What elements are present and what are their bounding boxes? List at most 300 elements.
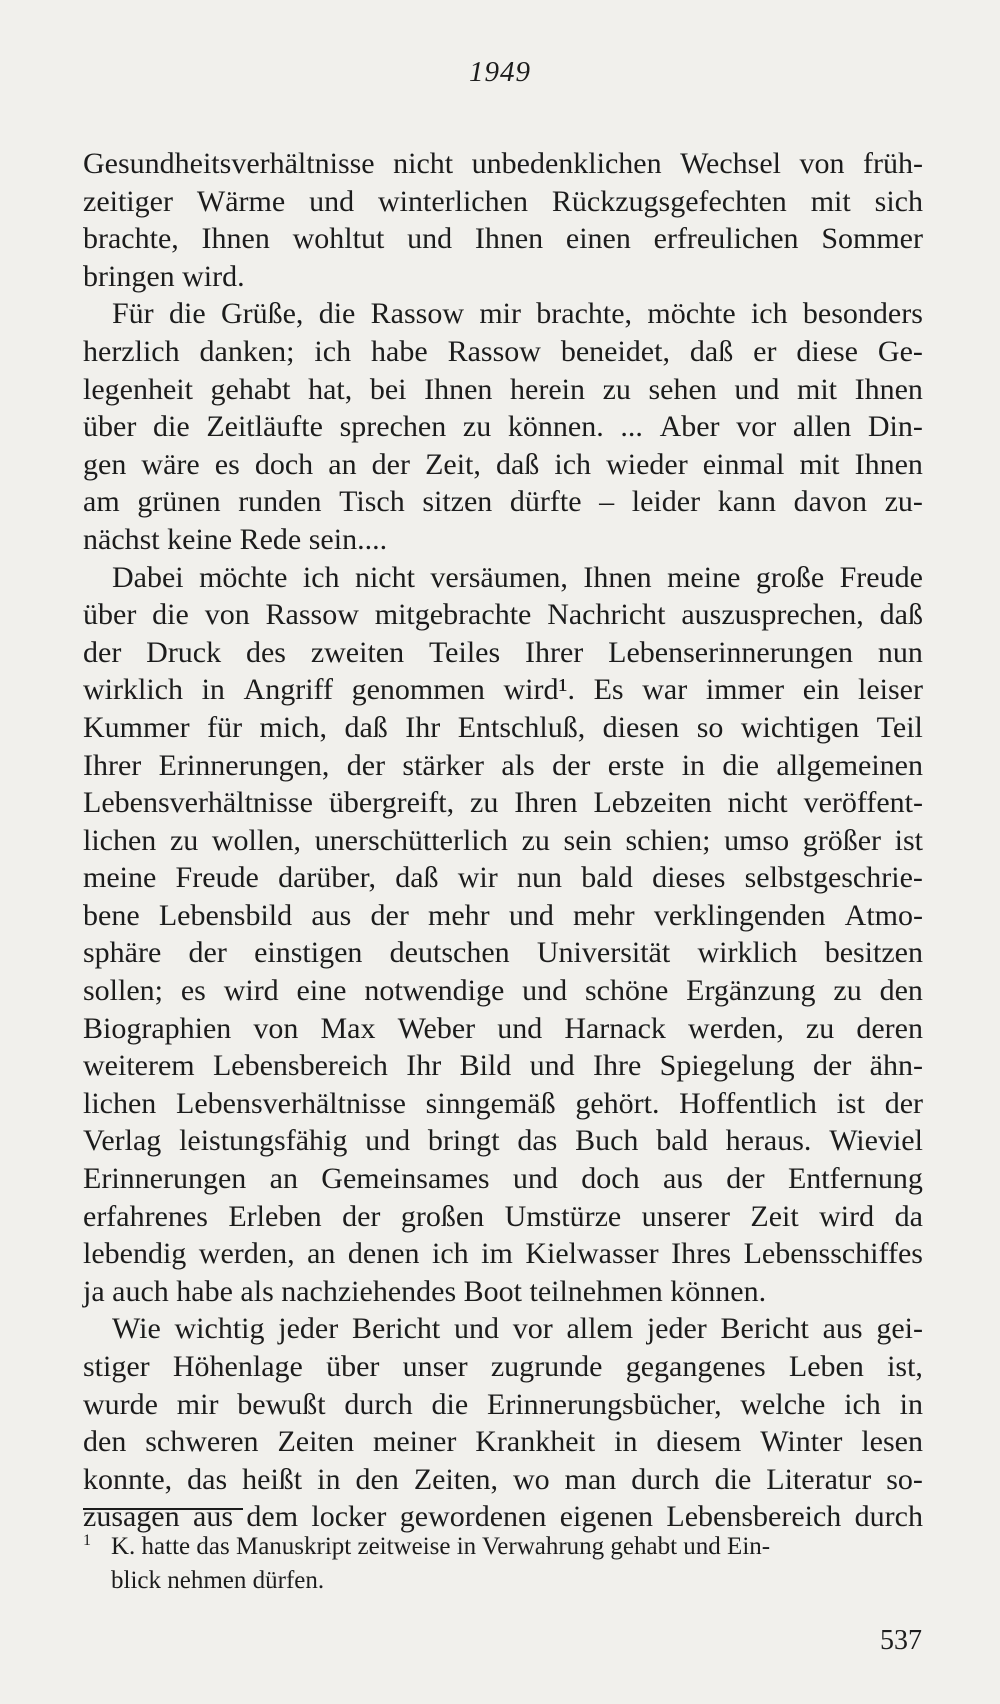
word: Winter — [760, 1425, 843, 1459]
text-line — [83, 671, 923, 709]
word: Lebensverhältnisse — [83, 786, 313, 820]
word: Ihren — [514, 786, 578, 820]
word: schweren — [145, 1425, 259, 1459]
word: besitzen — [824, 936, 923, 970]
word: Ihr — [405, 710, 441, 744]
word: der — [370, 898, 409, 932]
word: Harnack — [564, 1011, 666, 1045]
word: Ihre — [592, 1049, 642, 1083]
word: der — [371, 447, 410, 481]
word: ist — [836, 1086, 865, 1120]
word: bei — [369, 372, 407, 406]
word: des — [245, 635, 286, 669]
word: Rückzugsgefechten — [551, 184, 787, 218]
word: dieses — [652, 861, 726, 895]
paragraph-start-line — [83, 559, 923, 597]
word: zu — [805, 1011, 835, 1045]
word: diesen — [602, 710, 680, 744]
word: Ihnen — [424, 372, 493, 406]
word: hat, — [308, 372, 353, 406]
word: und — [453, 1312, 499, 1346]
word: Zeit, — [425, 447, 481, 481]
word: die — [168, 297, 206, 331]
word: sinngemäß — [425, 1086, 556, 1120]
word: heraus. — [725, 1124, 812, 1158]
word: welche — [740, 1387, 826, 1421]
word: möchte — [199, 560, 288, 594]
word: Ihnen — [854, 447, 923, 481]
word: winterlichen — [378, 184, 528, 218]
text-line — [83, 446, 923, 484]
word: und — [407, 222, 453, 256]
word: er — [753, 334, 777, 368]
word: werden, — [688, 1011, 784, 1045]
word: meine — [667, 560, 741, 594]
word: nicht — [727, 786, 788, 820]
word: und — [734, 372, 780, 406]
word: Ihres — [671, 1237, 732, 1271]
word: eigenen — [559, 1500, 654, 1534]
word: der — [884, 1086, 923, 1120]
paragraph-start-line — [83, 295, 923, 333]
word: Lebensschiffes — [743, 1237, 923, 1271]
word: mehr — [573, 898, 635, 932]
word: sprechen — [339, 410, 447, 444]
word: Druck — [146, 635, 222, 669]
word: und — [529, 1049, 575, 1083]
text-line — [83, 1047, 923, 1085]
word: leider — [631, 485, 701, 519]
text-line — [83, 333, 923, 371]
word: Rassow — [265, 598, 359, 632]
word: daß — [344, 710, 388, 744]
word: konnte, — [83, 1462, 173, 1496]
word: der — [83, 635, 122, 669]
word: zu- — [884, 485, 923, 519]
word: Teil — [876, 710, 923, 744]
word: in — [681, 748, 706, 782]
word: zu — [602, 372, 631, 406]
word: jeder — [646, 1312, 707, 1346]
word: das — [187, 1462, 228, 1496]
word: über — [83, 598, 137, 632]
word: Tisch — [339, 485, 405, 519]
word: bringt — [427, 1124, 500, 1158]
word: Rassow — [447, 334, 541, 368]
word: diesem — [656, 1425, 742, 1459]
word: werden, — [198, 1237, 295, 1271]
word: wollen, — [211, 823, 302, 857]
word: als — [501, 748, 535, 782]
word: in — [201, 673, 225, 707]
word: daß — [689, 334, 734, 368]
word: verklingenden — [653, 898, 826, 932]
word: ist, — [887, 1350, 923, 1383]
text-line — [83, 371, 923, 409]
word: war — [642, 673, 688, 707]
word: bewußt — [237, 1387, 326, 1421]
word: Kielwasser — [525, 1237, 659, 1271]
word: mir — [479, 297, 521, 331]
word: Gesundheitsverhältnisse — [83, 147, 375, 180]
text-line — [83, 1235, 923, 1273]
word: großen — [400, 1199, 485, 1233]
word: vor — [512, 1312, 553, 1346]
word: nicht — [354, 560, 415, 594]
word: wirklich — [697, 936, 798, 970]
word: der — [346, 748, 386, 782]
word: einstigen — [254, 936, 363, 970]
word: früh- — [863, 147, 923, 180]
word: nicht — [393, 147, 454, 180]
word: von — [204, 598, 250, 632]
word: Freude — [839, 560, 923, 594]
word: sein — [563, 823, 612, 857]
word: zu — [521, 823, 550, 857]
word: habe — [371, 334, 428, 368]
word: so — [696, 710, 724, 744]
word: den — [879, 974, 923, 1008]
word: herzlich — [83, 334, 180, 368]
text-line — [83, 145, 923, 183]
word: mich, — [259, 710, 328, 744]
word: schöne — [585, 974, 669, 1008]
word: Es — [593, 673, 624, 707]
word: weiterem — [83, 1049, 195, 1083]
text-line — [83, 1198, 923, 1236]
text-line — [83, 1122, 923, 1160]
word: mit — [797, 372, 838, 406]
word: über — [83, 410, 137, 444]
word: die — [318, 297, 356, 331]
word: Zeit — [750, 1199, 799, 1233]
text-line — [83, 934, 923, 972]
word: gehabt — [210, 372, 291, 406]
word: daß — [495, 447, 540, 481]
text-line — [83, 483, 923, 521]
word: danken; — [199, 334, 295, 368]
word: Leben — [788, 1350, 864, 1383]
word: lichen — [83, 823, 157, 857]
word: wieder — [606, 447, 688, 481]
word: an — [307, 1237, 336, 1271]
word: Grüße, — [220, 297, 304, 331]
word: einen — [565, 222, 631, 256]
word: ist — [894, 823, 923, 857]
word: die — [722, 748, 760, 782]
text-line: ja auch habe als nachziehendes Boot teilnehmen können. — [83, 1274, 767, 1308]
text-line — [83, 183, 923, 221]
word: die — [152, 410, 190, 444]
word: nun — [877, 635, 923, 669]
word: Wieviel — [829, 1124, 923, 1158]
word: und — [508, 898, 554, 932]
footnote-text: K. hatte das Manuskript zeitweise in Verwahrung gehabt und Ein- — [111, 1533, 771, 1560]
word: leiser — [858, 673, 923, 707]
word: allem — [566, 1312, 634, 1346]
word: herein — [510, 372, 585, 406]
word: und — [365, 1124, 411, 1158]
word: Entfernung — [787, 1162, 923, 1196]
word: durch — [854, 1500, 923, 1534]
word: Gemeinsames — [321, 1162, 490, 1196]
word: Teiles — [428, 635, 501, 669]
word: sollen; — [83, 974, 163, 1008]
word: Lebensbereich — [212, 1049, 388, 1083]
word: ... — [620, 410, 643, 444]
text-line — [83, 747, 923, 785]
word: wird — [819, 1199, 875, 1233]
word: mir — [176, 1387, 219, 1421]
word: den — [355, 1462, 399, 1496]
word: einmal — [702, 447, 785, 481]
word: ich — [750, 297, 788, 331]
word: unbedenklichen — [471, 147, 662, 180]
word: – — [599, 485, 615, 519]
text-line — [83, 1348, 923, 1386]
word: bald — [656, 1124, 708, 1158]
word: Krankheit — [475, 1425, 596, 1459]
word: Für — [112, 297, 154, 331]
word: am — [83, 485, 120, 519]
word: Zeiten — [277, 1425, 355, 1459]
word: Aber — [659, 410, 720, 444]
word: die — [431, 1387, 469, 1421]
word: sphäre — [83, 936, 162, 970]
word: besonders — [802, 297, 923, 331]
word: denen — [347, 1237, 420, 1271]
word: schien; — [625, 823, 711, 857]
word: gen — [83, 447, 127, 481]
word: der — [552, 748, 591, 782]
word: gegangenes — [625, 1350, 766, 1383]
text-line — [83, 972, 923, 1010]
word: Rassow — [370, 297, 465, 331]
word: eine — [296, 974, 347, 1008]
word: man — [564, 1462, 617, 1496]
word: dem — [246, 1500, 299, 1534]
word: auszusprechen, — [681, 598, 864, 632]
word: übergreift, — [328, 786, 455, 820]
word: Weber — [397, 1011, 476, 1045]
word: deren — [856, 1011, 923, 1045]
word: Bericht — [351, 1312, 441, 1346]
footnote-line-2: blick nehmen dürfen. — [111, 1567, 325, 1594]
word: bald — [581, 861, 633, 895]
paragraph-start-line — [83, 1310, 923, 1348]
word: mitgebrachte — [374, 598, 532, 632]
word: Erinnerungen — [83, 1162, 247, 1196]
word: im — [481, 1237, 513, 1271]
word: darüber, — [278, 861, 376, 895]
word: von — [799, 147, 845, 180]
word: Ihnen — [854, 372, 923, 406]
word: selbstgeschrie- — [744, 861, 923, 895]
word: wir — [457, 861, 498, 895]
word: veröffent- — [803, 786, 923, 820]
word: bene — [83, 898, 140, 932]
word: Lebensbereich — [666, 1500, 842, 1534]
word: durch — [344, 1387, 413, 1421]
word: Entschluß, — [457, 710, 586, 744]
word: diese — [796, 334, 858, 368]
word: der — [813, 1049, 852, 1083]
word: die — [714, 1462, 752, 1496]
word: ein — [802, 673, 840, 707]
word: so- — [886, 1462, 923, 1496]
word: unserer — [641, 1199, 730, 1233]
word: ähn- — [869, 1049, 923, 1083]
word: wäre — [141, 447, 200, 481]
word: jeder — [278, 1312, 339, 1346]
word: mit — [810, 184, 851, 218]
text-line — [83, 1461, 923, 1499]
word: Zeiten, — [413, 1462, 498, 1496]
word: Ihnen — [474, 222, 544, 256]
word: Erinnerungen, — [158, 748, 330, 782]
word: und — [512, 1162, 558, 1196]
word: da — [894, 1199, 923, 1233]
word: Literatur — [766, 1462, 872, 1496]
word: zugrunde — [490, 1350, 603, 1383]
word: meine — [83, 861, 157, 895]
word: allen — [792, 410, 852, 444]
word: Din- — [867, 410, 923, 444]
word: Lebzeiten — [593, 786, 712, 820]
word: zu — [833, 974, 862, 1008]
footnote-marker: 1 — [83, 1532, 91, 1549]
word: davon — [793, 485, 867, 519]
word: vor — [736, 410, 777, 444]
word: ich — [844, 1387, 881, 1421]
word: ich — [314, 334, 352, 368]
text-line — [83, 784, 923, 822]
word: lichen — [83, 1086, 157, 1120]
word: erfahrenes — [83, 1199, 208, 1233]
word: den — [83, 1425, 127, 1459]
text-line — [83, 709, 923, 747]
word: große — [755, 560, 825, 594]
word: in — [317, 1462, 341, 1496]
word: können. — [507, 410, 604, 444]
word: sehen — [648, 372, 717, 406]
word: Ihnen — [583, 560, 652, 594]
word: daß — [395, 861, 439, 895]
word: wurde — [83, 1387, 158, 1421]
word: Lebensbild — [158, 898, 293, 932]
word: sich — [874, 184, 923, 218]
text-line — [83, 897, 923, 935]
text-line — [83, 1010, 923, 1048]
word: ich — [554, 447, 592, 481]
word: Nachricht — [547, 598, 666, 632]
text-line: bringen wird. — [83, 259, 245, 293]
word: wichtigen — [740, 710, 860, 744]
word: zu — [470, 786, 499, 820]
word: über — [326, 1350, 380, 1383]
word: allgemeinen — [776, 748, 923, 782]
word: Höhenlage — [172, 1350, 303, 1383]
word: Atmo- — [844, 898, 923, 932]
word: wirklich — [83, 673, 183, 707]
text-line — [83, 822, 923, 860]
word: Ihnen — [201, 222, 270, 256]
word: Dabei — [112, 560, 184, 594]
word: das — [517, 1124, 558, 1158]
word: unser — [402, 1350, 468, 1383]
text-line — [83, 1160, 923, 1198]
word: gehört. — [575, 1086, 660, 1120]
word: der — [726, 1162, 765, 1196]
word: heißt — [242, 1462, 303, 1496]
word: gei- — [876, 1312, 923, 1346]
word: Angriff — [243, 673, 333, 707]
word: Hoffentlich — [679, 1086, 817, 1120]
word: Wie — [112, 1312, 161, 1346]
word: daß — [879, 598, 923, 632]
word: meiner — [373, 1425, 457, 1459]
word: zusagen — [83, 1500, 180, 1534]
word: zweiten — [310, 635, 405, 669]
word: Verlag — [83, 1124, 162, 1158]
word: lesen — [861, 1425, 923, 1459]
word: brachte, — [83, 222, 179, 256]
text-line — [83, 1386, 923, 1424]
word: wo — [512, 1462, 550, 1496]
word: stärker — [402, 748, 485, 782]
word: es — [214, 447, 240, 481]
word: immer — [705, 673, 785, 707]
word: notwendige — [364, 974, 505, 1008]
word: an — [269, 1162, 298, 1196]
word: es — [180, 974, 206, 1008]
word: erfreulichen — [653, 222, 799, 256]
word: unerschütterlich — [314, 823, 508, 857]
word: an — [328, 447, 357, 481]
word: Wechsel — [680, 147, 781, 180]
text-line — [83, 859, 923, 897]
text-line — [83, 220, 923, 258]
word: grünen — [137, 485, 221, 519]
word: Buch — [575, 1124, 639, 1158]
word: aus — [193, 1500, 233, 1534]
word: die — [152, 598, 189, 632]
word: locker — [311, 1500, 387, 1534]
word: größer — [802, 823, 882, 857]
text-line — [83, 1085, 923, 1123]
footnote-line-1 — [83, 1524, 923, 1564]
word: Erleben — [228, 1199, 322, 1233]
word: dürfte — [509, 485, 582, 519]
word: erste — [607, 748, 665, 782]
word: der — [188, 936, 227, 970]
text-line — [83, 1423, 923, 1461]
word: wohltut — [292, 222, 385, 256]
word: ich — [432, 1237, 469, 1271]
word: Universität — [536, 936, 671, 970]
word: Kummer — [83, 710, 190, 744]
word: Lebensverhältnisse — [176, 1086, 406, 1120]
word: Bericht — [720, 1312, 809, 1346]
word: ich — [302, 560, 340, 594]
word: Max — [320, 1011, 376, 1045]
text-line — [83, 634, 923, 672]
word: Umstürze — [504, 1199, 622, 1233]
word: wird¹. — [503, 673, 575, 707]
word: stiger — [83, 1350, 150, 1383]
word: wichtig — [174, 1312, 265, 1346]
word: wird — [223, 974, 279, 1008]
